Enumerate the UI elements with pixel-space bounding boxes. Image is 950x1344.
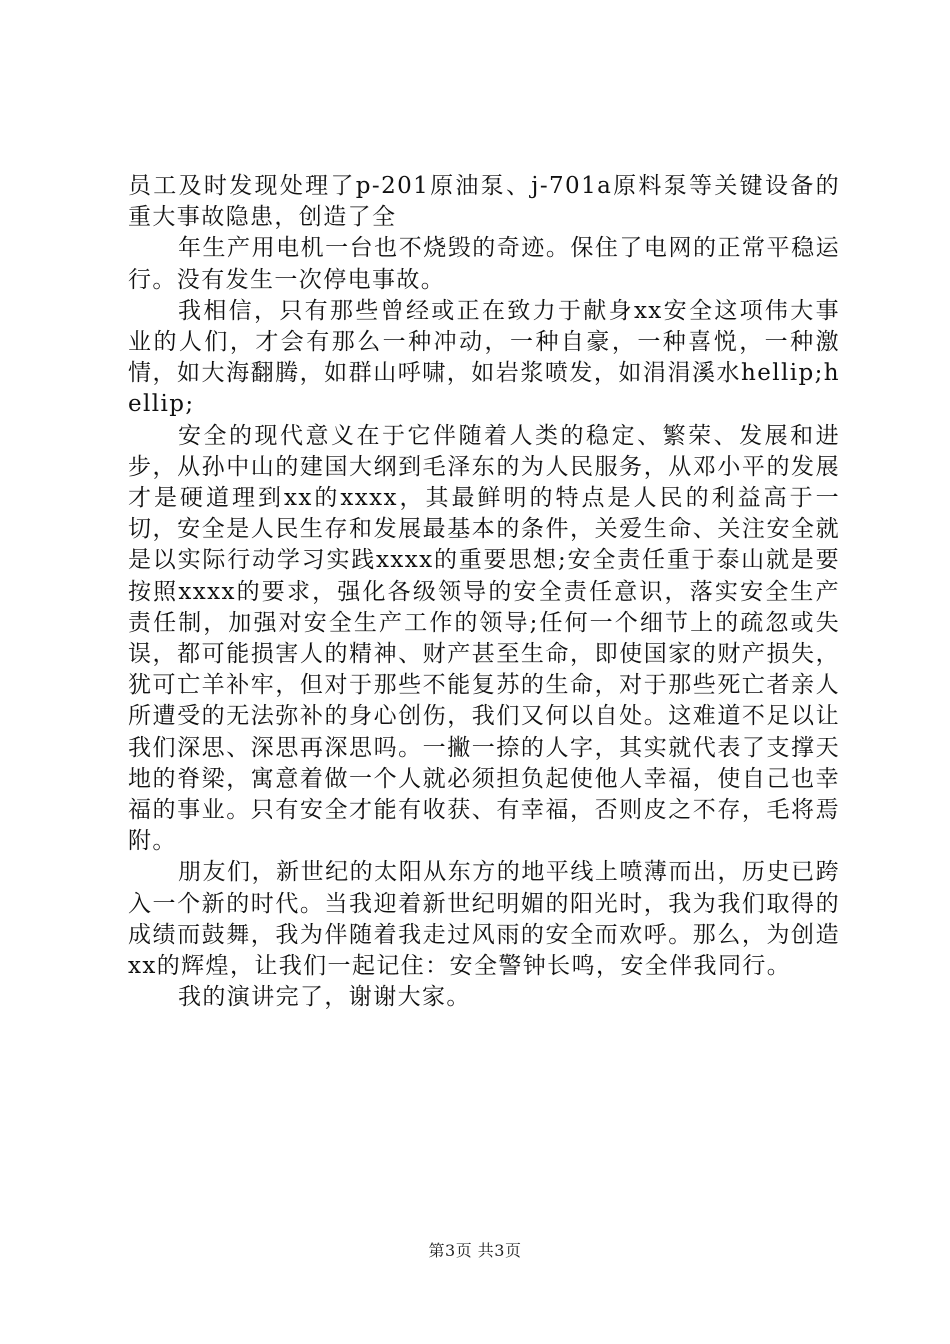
paragraph: 朋友们，新世纪的太阳从东方的地平线上喷薄而出，历史已跨入一个新的时代。当我迎着新世纪明媚的阳光时，我为我们取得的成绩而鼓舞，我为伴随着我走过风雨的安全而欢呼。那么，为创造xx的辉煌，让我们一起记住：安全警钟长鸣，安全伴我同行。 — [128, 859, 840, 980]
paragraph: 年生产用电机一台也不烧毁的奇迹。保住了电网的正常平稳运行。没有发生一次停电事故。 — [128, 235, 840, 293]
paragraph-continuation: 员工及时发现处理了p-201原油泵、j-701a原料泵等关键设备的重大事故隐患，创造了全 — [128, 173, 840, 231]
paragraph: 我相信，只有那些曾经或正在致力于献身xx安全这项伟大事业的人们，才会有那么一种冲动，一种自豪，一种喜悦，一种激情，如大海翻腾，如群山呼啸，如岩浆喷发，如涓涓溪水hellip;hellip; — [128, 297, 840, 418]
page-footer — [0, 1241, 950, 1261]
page-number: 第3页 共3页 — [428, 1241, 522, 1260]
paragraph: 安全的现代意义在于它伴随着人类的稳定、繁荣、发展和进步，从孙中山的建国大纲到毛泽东的为人民服务，从邓小平的发展才是硬道理到xx的xxxx，其最鲜明的特点是人民的利益高于一切，安全是人民生存和发展最基本的条件，关爱生命、关注安全就是以实际行动学习实践xxxx的重要思想;安全责任重于泰山就是要按照xxxx的要求，强化各级领导的安全责任意识，落实安全生产责任制，加强对安全生产工作的领导;任何一个细节上的疏忽或失误，都可能损害人的精神、财产甚至生命，即使国家的财产损失，犹可亡羊补牢，但对于那些不能复苏的生命，对于那些死亡者亲人所遭受的无法弥补的身心创伤，我们又何以自处。这难道不足以让我们深思、深思再深思吗。一撇一捺的人字，其实就代表了支撑天地的脊梁，寓意着做一个人就必须担负起使他人幸福，使自己也幸福的事业。只有安全才能有收获、有幸福，否则皮之不存，毛将焉附。 — [128, 422, 840, 855]
paragraph: 我的演讲完了，谢谢大家。 — [178, 984, 471, 1011]
document-body — [128, 171, 840, 1013]
